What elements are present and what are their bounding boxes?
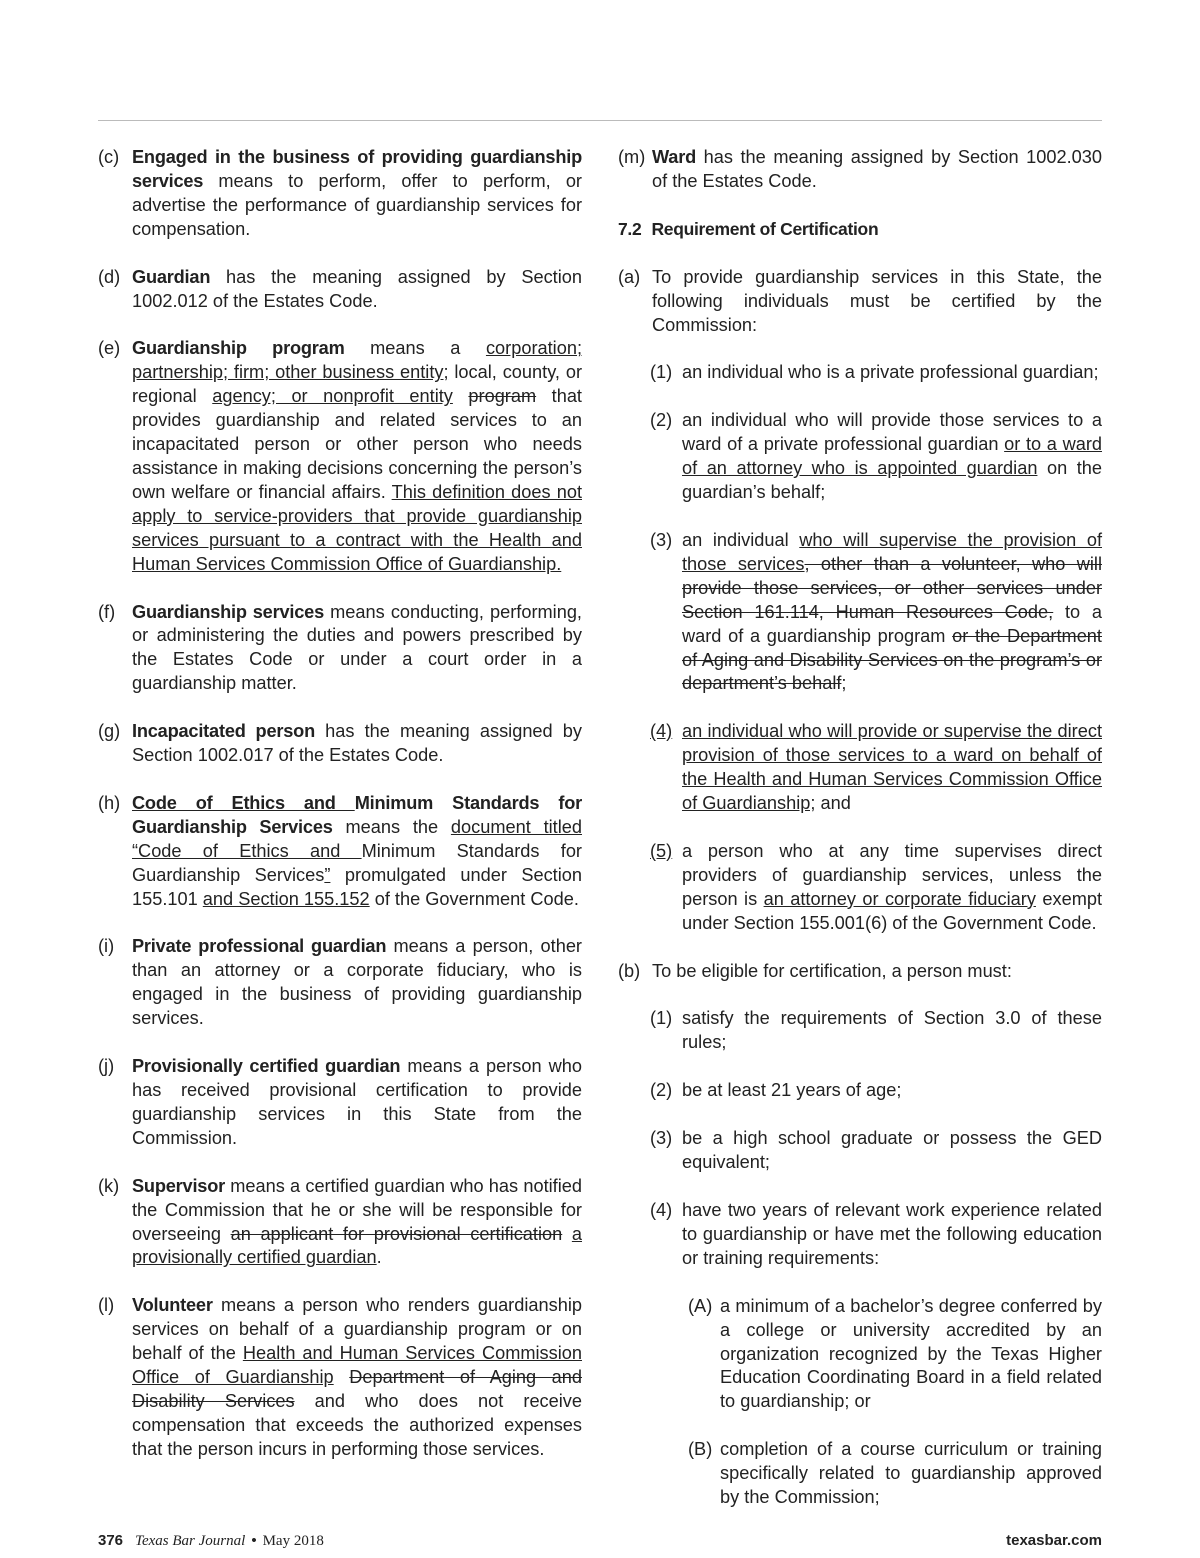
defined-term: Provisionally certified guardian xyxy=(132,1056,401,1077)
item-label: (5) xyxy=(650,840,673,861)
definition-text: means a xyxy=(344,338,486,359)
definition-text: means to perform, offer to perform, or advertise the performance of guardianship services for compensation. xyxy=(132,170,582,239)
definition-j xyxy=(98,1055,582,1151)
defined-term-inserted: Code of Ethics and xyxy=(132,792,355,813)
item-label: (j) xyxy=(98,1056,115,1077)
section-number: 7.2 xyxy=(618,218,642,239)
item-label: (1) xyxy=(650,362,673,383)
definition-g xyxy=(98,720,582,768)
subsection-b-3 xyxy=(650,1127,1102,1175)
definition-text: means a person who has received provisional certification to provide guardianship services in this State from the Commission. xyxy=(132,1056,582,1148)
page-footer xyxy=(98,1532,1102,1554)
inserted-text: document titled “Code of Ethics and xyxy=(132,816,582,861)
inserted-text: who will supervise the provision of those services xyxy=(682,529,1102,574)
defined-term: Minimum Standards for Guardianship Services xyxy=(132,792,582,837)
item-label: (3) xyxy=(650,529,673,550)
definition-text: means a person, other than an attorney or a corporate fiduciary, who is engaged in the business of providing guardianship services. xyxy=(132,936,582,1029)
definition-text: has the meaning assigned by Section 1002.030 of the Estates Code. xyxy=(652,147,1102,191)
item-label: (l) xyxy=(98,1295,115,1316)
definition-text: means the xyxy=(332,816,451,837)
definition-text: promulgated under Section 155.101 xyxy=(132,864,582,909)
definition-text: local, county, or regional xyxy=(132,362,583,407)
subsection-a-4 xyxy=(650,720,1102,816)
definition-text: that provides guardianship and related services to an incapacitated person or other person who needs assistance in making decisions concerning the person’s own welfare or financial affairs. xyxy=(132,386,582,502)
subsection-b-4-B xyxy=(688,1438,1102,1510)
deleted-text: an applicant for provisional certification xyxy=(230,1223,563,1244)
item-label: (d) xyxy=(98,266,121,287)
inserted-text: an attorney or corporate fiduciary xyxy=(763,888,1036,909)
item-text: a person who at any time supervises direct providers of guardianship services, unless the person is xyxy=(682,840,1102,909)
item-text: To provide guardianship services in this State, the following individuals must be certified by the Commission: xyxy=(652,266,1102,335)
item-label: (2) xyxy=(650,410,673,431)
website-link[interactable]: texasbar.com xyxy=(1006,1532,1102,1549)
item-text: be a high school graduate or possess the GED equivalent; xyxy=(682,1128,1102,1173)
defined-term: Engaged in the business of providing guardianship services xyxy=(132,147,582,191)
subsection-a-3 xyxy=(650,529,1102,696)
definition-e xyxy=(98,337,582,576)
item-label: (b) xyxy=(618,960,641,981)
right-column xyxy=(618,146,1102,1534)
item-label: (4) xyxy=(650,721,673,742)
definition-m xyxy=(618,146,1102,194)
item-label: (c) xyxy=(98,147,120,167)
item-label: (m) xyxy=(618,147,646,167)
left-column xyxy=(98,146,582,1486)
deleted-text: , other than a volunteer, who will provide those services, or other services under Section 161.114, Human Resources Code, xyxy=(682,553,1102,622)
item-text: to a ward of a guardianship program xyxy=(682,601,1103,646)
page-number: 376 xyxy=(98,1532,124,1549)
definition-text: means conducting, performing, or administering the duties and powers prescribed by the Estates Code or under a court order in a guardianship matter. xyxy=(132,601,582,694)
definition-i xyxy=(98,935,582,1031)
inserted-text: agency; or nonprofit entity xyxy=(212,386,453,407)
item-label: (g) xyxy=(98,721,121,742)
item-label: (A) xyxy=(688,1295,713,1316)
definition-k xyxy=(98,1175,582,1271)
subsection-a-1 xyxy=(650,361,1102,385)
item-text: exempt under Section 155.001(6) of the Government Code. xyxy=(682,888,1103,933)
defined-term: Guardianship services xyxy=(132,601,324,622)
section-heading xyxy=(618,218,1102,242)
item-label: (2) xyxy=(650,1080,673,1101)
inserted-text: ” xyxy=(324,864,331,885)
definition-text: has the meaning assigned by Section 1002.017 of the Estates Code. xyxy=(132,721,582,766)
item-label: (k) xyxy=(98,1175,120,1196)
definition-text: Minimum Standards for Guardianship Services xyxy=(132,840,582,885)
item-text: on the guardian’s behalf; xyxy=(682,458,1102,503)
definition-f xyxy=(98,601,582,697)
subsection-b-1 xyxy=(650,1007,1102,1055)
item-label: (e) xyxy=(98,338,121,359)
definition-text: of the Government Code. xyxy=(369,888,579,909)
inserted-text: corporation; partnership; firm; other business entity; xyxy=(132,338,582,383)
item-label: (h) xyxy=(98,792,121,813)
inserted-text: This definition does not apply to service-providers that provide guardianship services pursuant to a contract with the Health and Human Services Commission Office of Guardianship. xyxy=(132,481,582,574)
item-text: a minimum of a bachelor’s degree conferred by a college or university accredited by an organization recognized by the Texas Higher Education Coordinating Board in a field related to guardianship; or xyxy=(720,1295,1102,1412)
subsection-a xyxy=(618,266,1102,338)
definition-c xyxy=(98,146,582,242)
definition-h xyxy=(98,792,582,912)
defined-term: Guardianship program xyxy=(132,338,345,359)
item-label: (i) xyxy=(98,936,115,957)
section-title: Requirement of Certification xyxy=(651,218,879,239)
subsection-a-5 xyxy=(650,840,1102,936)
issue-date: May 2018 xyxy=(262,1533,324,1549)
deleted-text: Department of Aging and Disability Services xyxy=(132,1367,582,1411)
deleted-text: program xyxy=(468,386,537,407)
journal-title: Texas Bar Journal xyxy=(135,1533,246,1549)
item-label: (f) xyxy=(98,601,116,622)
inserted-text: an individual who will provide or supervise the direct provision of those services to a ward on behalf of the Health and Human Services Commission Office of Guardianship; xyxy=(682,721,1102,814)
item-text: be at least 21 years of age; xyxy=(682,1080,902,1101)
defined-term: Supervisor xyxy=(132,1175,226,1196)
item-label: (4) xyxy=(650,1200,673,1220)
defined-term: Private professional guardian xyxy=(132,936,387,957)
item-text: completion of a course curriculum or training specifically related to guardianship approved by the Commission; xyxy=(720,1439,1102,1508)
inserted-text: a provisionally certified guardian xyxy=(132,1223,582,1268)
definition-text xyxy=(334,1367,350,1387)
definition-text: and who does not receive compensation that exceeds the authorized expenses that the person incurs in performing those services. xyxy=(132,1390,583,1459)
defined-term: Incapacitated person xyxy=(132,721,315,742)
definition-text xyxy=(453,386,469,406)
item-label: (B) xyxy=(688,1439,713,1460)
definition-text: means a person who renders guardianship services on behalf of a guardianship program or on behalf of the xyxy=(132,1295,582,1364)
defined-term: Guardian xyxy=(132,266,211,287)
definition-text: means a certified guardian who has notified the Commission that he or she will be responsible for overseeing xyxy=(132,1175,582,1244)
item-text: ; xyxy=(841,673,847,694)
item-text: satisfy the requirements of Section 3.0 of these rules; xyxy=(682,1008,1102,1053)
inserted-text: and Section 155.152 xyxy=(202,888,370,909)
item-text: an individual xyxy=(682,529,800,550)
item-text: an individual who will provide those services to a ward of a private professional guardian xyxy=(682,410,1102,455)
item-label: (1) xyxy=(650,1008,673,1029)
subsection-b xyxy=(618,960,1102,984)
item-text: an individual who is a private professional guardian; xyxy=(682,362,1099,383)
definition-text: has the meaning assigned by Section 1002.012 of the Estates Code. xyxy=(132,266,582,311)
item-label: (3) xyxy=(650,1128,673,1149)
defined-term: Ward xyxy=(652,147,696,167)
definition-l xyxy=(98,1294,582,1461)
top-divider xyxy=(98,120,1102,121)
defined-term: Volunteer xyxy=(132,1295,213,1316)
subsection-b-4-A xyxy=(688,1295,1102,1415)
subsection-b-2 xyxy=(650,1079,1102,1103)
subsection-b-4 xyxy=(650,1199,1102,1271)
inserted-text: Health and Human Services Commission Office of Guardianship xyxy=(132,1343,582,1388)
subsection-a-2 xyxy=(650,409,1102,505)
definition-text: . xyxy=(376,1247,382,1268)
item-label: (a) xyxy=(618,266,641,287)
item-text: and xyxy=(815,793,851,814)
item-text: To be eligible for certification, a person must: xyxy=(652,960,1012,981)
deleted-text: or the Department of Aging and Disability Services on the program’s or department’s behalf xyxy=(682,625,1102,694)
inserted-text: or to a ward of an attorney who is appointed guardian xyxy=(682,434,1102,479)
definition-d xyxy=(98,266,582,314)
item-text: have two years of relevant work experience related to guardianship or have met the following education or training requirements: xyxy=(682,1200,1102,1268)
footer-bullet: • xyxy=(251,1532,257,1549)
definition-text xyxy=(562,1224,572,1244)
